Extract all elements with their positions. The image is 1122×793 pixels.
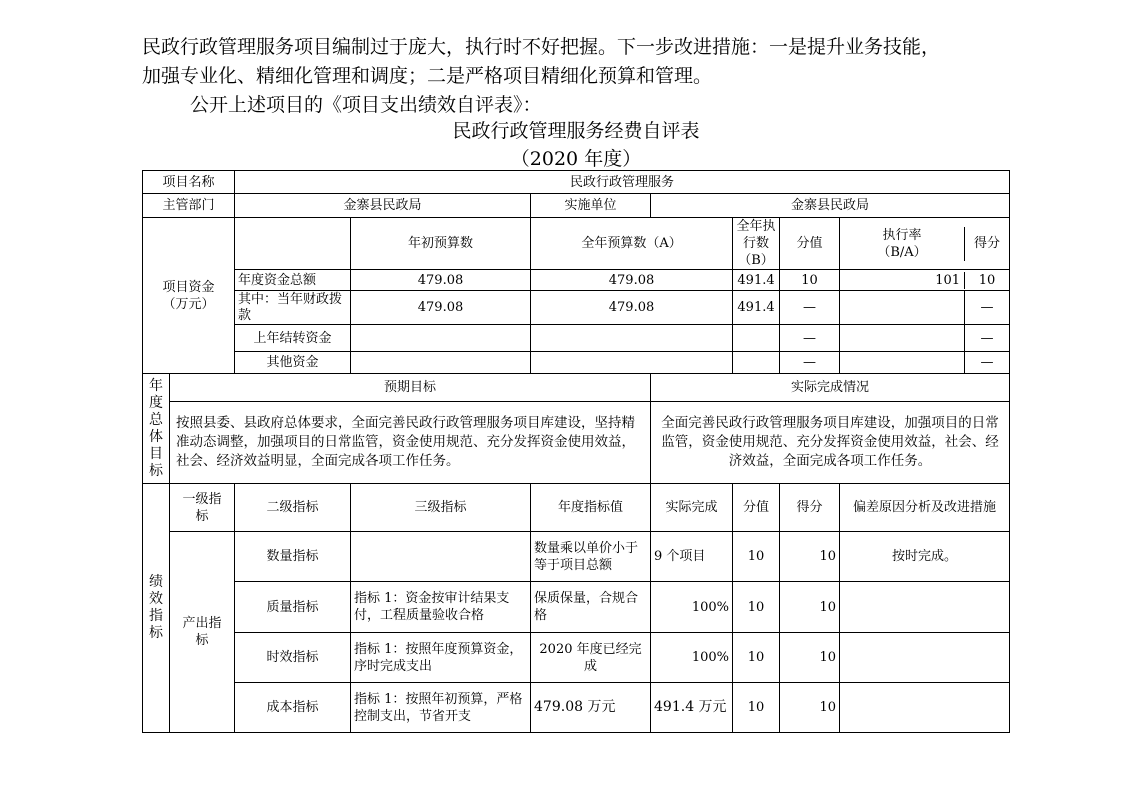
perf-score: 10	[780, 582, 840, 633]
funds-row-score: —	[980, 330, 994, 346]
goals-label-char: 年	[149, 377, 163, 394]
output-indicator-label: 产出指标	[170, 532, 235, 733]
perf-deviation	[840, 633, 1010, 683]
row-funds-header	[143, 218, 1010, 270]
perf-target: 2020 年度已经完成	[531, 633, 651, 683]
perf-level3: 指标 1：按照年初预算，严格控制支出，节省开支	[351, 683, 531, 733]
header-level1: 一级指标	[170, 484, 235, 532]
funds-row-score-value: —	[780, 291, 840, 325]
funds-row-initial: 479.08	[351, 291, 531, 325]
funds-row-rate: 101	[840, 272, 965, 289]
actual-goal-label: 实际完成情况	[651, 374, 1010, 402]
goals-label-char: 度	[149, 394, 163, 411]
funds-row-exec	[733, 352, 780, 374]
perf-score-value: 10	[733, 532, 780, 582]
funds-row-exec: 491.4	[733, 291, 780, 325]
row-goals-header	[143, 374, 1010, 402]
perf-score-value: 10	[733, 582, 780, 633]
funds-row-rate-score	[840, 291, 1010, 325]
perf-label-char: 效	[149, 591, 163, 607]
funds-row-label: 其他资金	[235, 352, 351, 374]
perf-level2: 时效指标	[235, 633, 351, 683]
header-level2: 二级指标	[235, 484, 351, 532]
intro-line-2: 加强专业化、精细化管理和调度；二是严格项目精细化预算和管理。	[142, 65, 713, 87]
perf-actual: 491.4 万元	[651, 683, 733, 733]
project-name-label: 项目名称	[143, 171, 235, 194]
funds-row-annual	[531, 325, 733, 352]
funds-row-initial	[351, 352, 531, 374]
header-target: 年度指标值	[531, 484, 651, 532]
perf-level3: 指标 1：资金按审计结果支付，工程质量验收合格	[351, 582, 531, 633]
perf-score-value: 10	[733, 683, 780, 733]
row-department	[143, 194, 1010, 218]
header-exec-line-1: 全年执行数	[736, 219, 776, 251]
perf-score-value: 10	[733, 633, 780, 683]
perf-row	[143, 532, 1010, 582]
funds-row-rate-score	[840, 270, 1010, 291]
funds-row-label: 其中：当年财政拨款	[235, 291, 351, 325]
funds-row-initial	[351, 325, 531, 352]
perf-target: 保质保量，合规合格	[531, 582, 651, 633]
header-actual: 实际完成	[651, 484, 733, 532]
header-rate-line-2: （B/A）	[877, 244, 927, 260]
perf-row	[143, 633, 1010, 683]
row-perf-header	[143, 484, 1010, 532]
funds-row	[143, 291, 1010, 325]
perf-score: 10	[780, 683, 840, 733]
funds-label-line-2: （万元）	[162, 296, 215, 312]
perf-actual: 100%	[651, 633, 733, 683]
actual-goal-text: 全面完善民政行政管理服务项目库建设，加强项目的日常监管，资金使用规范、充分发挥资金使用效益，社会、经济效益，全面完成各项工作任务。	[651, 402, 1010, 484]
funds-row-initial: 479.08	[351, 270, 531, 291]
funds-row-exec	[733, 325, 780, 352]
perf-target: 479.08 万元	[531, 683, 651, 733]
funds-row-exec: 491.4	[733, 270, 780, 291]
header-initial-budget: 年初预算数	[351, 218, 531, 270]
funds-row-annual	[531, 352, 733, 374]
perf-score: 10	[780, 532, 840, 582]
header-exec	[733, 218, 780, 270]
perf-deviation	[840, 582, 1010, 633]
funds-row-annual: 479.08	[531, 270, 733, 291]
funds-row-score: 10	[978, 272, 996, 288]
funds-row-score: —	[980, 300, 994, 315]
header-exec-line-2: （B）	[738, 253, 774, 268]
dept-label: 主管部门	[143, 194, 235, 218]
funds-row-rate-score	[840, 325, 1010, 352]
perf-level3: 指标 1：按照年度预算资金，序时完成支出	[351, 633, 531, 683]
perf-label-char: 绩	[149, 574, 163, 590]
funds-row-label: 年度资金总额	[235, 270, 351, 291]
header-annual-budget: 全年预算数（A）	[531, 218, 733, 270]
perf-actual: 100%	[651, 582, 733, 633]
header-deviation: 偏差原因分析及改进措施	[840, 484, 1010, 532]
row-project-name	[143, 171, 1010, 194]
funds-row-rate	[840, 352, 965, 373]
dept-value: 金寨县民政局	[235, 194, 531, 218]
perf-label-char: 标	[149, 625, 163, 641]
funds-label-line-1: 项目资金	[162, 279, 215, 295]
funds-row-score: —	[980, 355, 994, 370]
funds-row-score-value: —	[780, 325, 840, 352]
perf-level2: 成本指标	[235, 683, 351, 733]
intro-line-1: 民政行政管理服务项目编制过于庞大，执行时不好把握。下一步改进措施：一是提升业务技能，	[142, 36, 941, 58]
header-rate	[840, 218, 1010, 270]
row-goals-content	[143, 402, 1010, 484]
perf-row	[143, 683, 1010, 733]
goals-label-char: 标	[149, 462, 163, 479]
expected-goal-text: 按照县委、县政府总体要求，全面完善民政行政管理服务项目库建设，坚持精准动态调整，加强项目的日常监管，资金使用规范、充分发挥资金使用效益，社会、经济效益明显，全面完成各项工作任务。	[170, 402, 651, 484]
impl-label: 实施单位	[531, 194, 651, 218]
perf-deviation	[840, 683, 1010, 733]
perf-target: 数量乘以单价小于等于项目总额	[531, 532, 651, 582]
funds-row-label: 上年结转资金	[235, 325, 351, 352]
perf-row	[143, 582, 1010, 633]
header-score: 得分	[974, 236, 1001, 251]
header-perf-score: 得分	[780, 484, 840, 532]
goals-label-char: 体	[149, 428, 163, 445]
funds-row-rate-score	[840, 352, 1010, 374]
table-title: 民政行政管理服务经费自评表	[452, 120, 700, 142]
header-perf-score-value: 分值	[733, 484, 780, 532]
goals-label-char: 总	[149, 411, 163, 428]
perf-level3	[351, 532, 531, 582]
perf-score: 10	[780, 633, 840, 683]
perf-level2: 数量指标	[235, 532, 351, 582]
perf-label	[143, 484, 170, 733]
intro-line-3: 公开上述项目的《项目支出绩效自评表》：	[190, 94, 542, 116]
perf-label-char: 指	[149, 608, 163, 624]
goals-label	[143, 374, 170, 484]
funds-row	[143, 270, 1010, 291]
perf-level2: 质量指标	[235, 582, 351, 633]
self-evaluation-table	[142, 170, 1010, 733]
funds-label	[143, 218, 235, 374]
perf-actual: 9 个项目	[651, 532, 733, 582]
header-score-value: 分值	[780, 218, 840, 270]
expected-goal-label: 预期目标	[170, 374, 651, 402]
header-level3: 三级指标	[351, 484, 531, 532]
funds-row	[143, 352, 1010, 374]
funds-row-annual: 479.08	[531, 291, 733, 325]
project-name-value: 民政行政管理服务	[235, 171, 1010, 194]
table-year: （2020 年度）	[510, 148, 642, 170]
funds-header-blank	[235, 218, 351, 270]
impl-value: 金寨县民政局	[651, 194, 1010, 218]
funds-row-rate	[840, 325, 965, 351]
perf-deviation: 按时完成。	[840, 532, 1010, 582]
funds-row-rate	[840, 291, 965, 324]
header-rate-line-1: 执行率	[882, 227, 922, 243]
goals-label-char: 目	[149, 445, 163, 462]
funds-row	[143, 325, 1010, 352]
funds-row-score-value: 10	[780, 270, 840, 291]
funds-row-score-value: —	[780, 352, 840, 374]
